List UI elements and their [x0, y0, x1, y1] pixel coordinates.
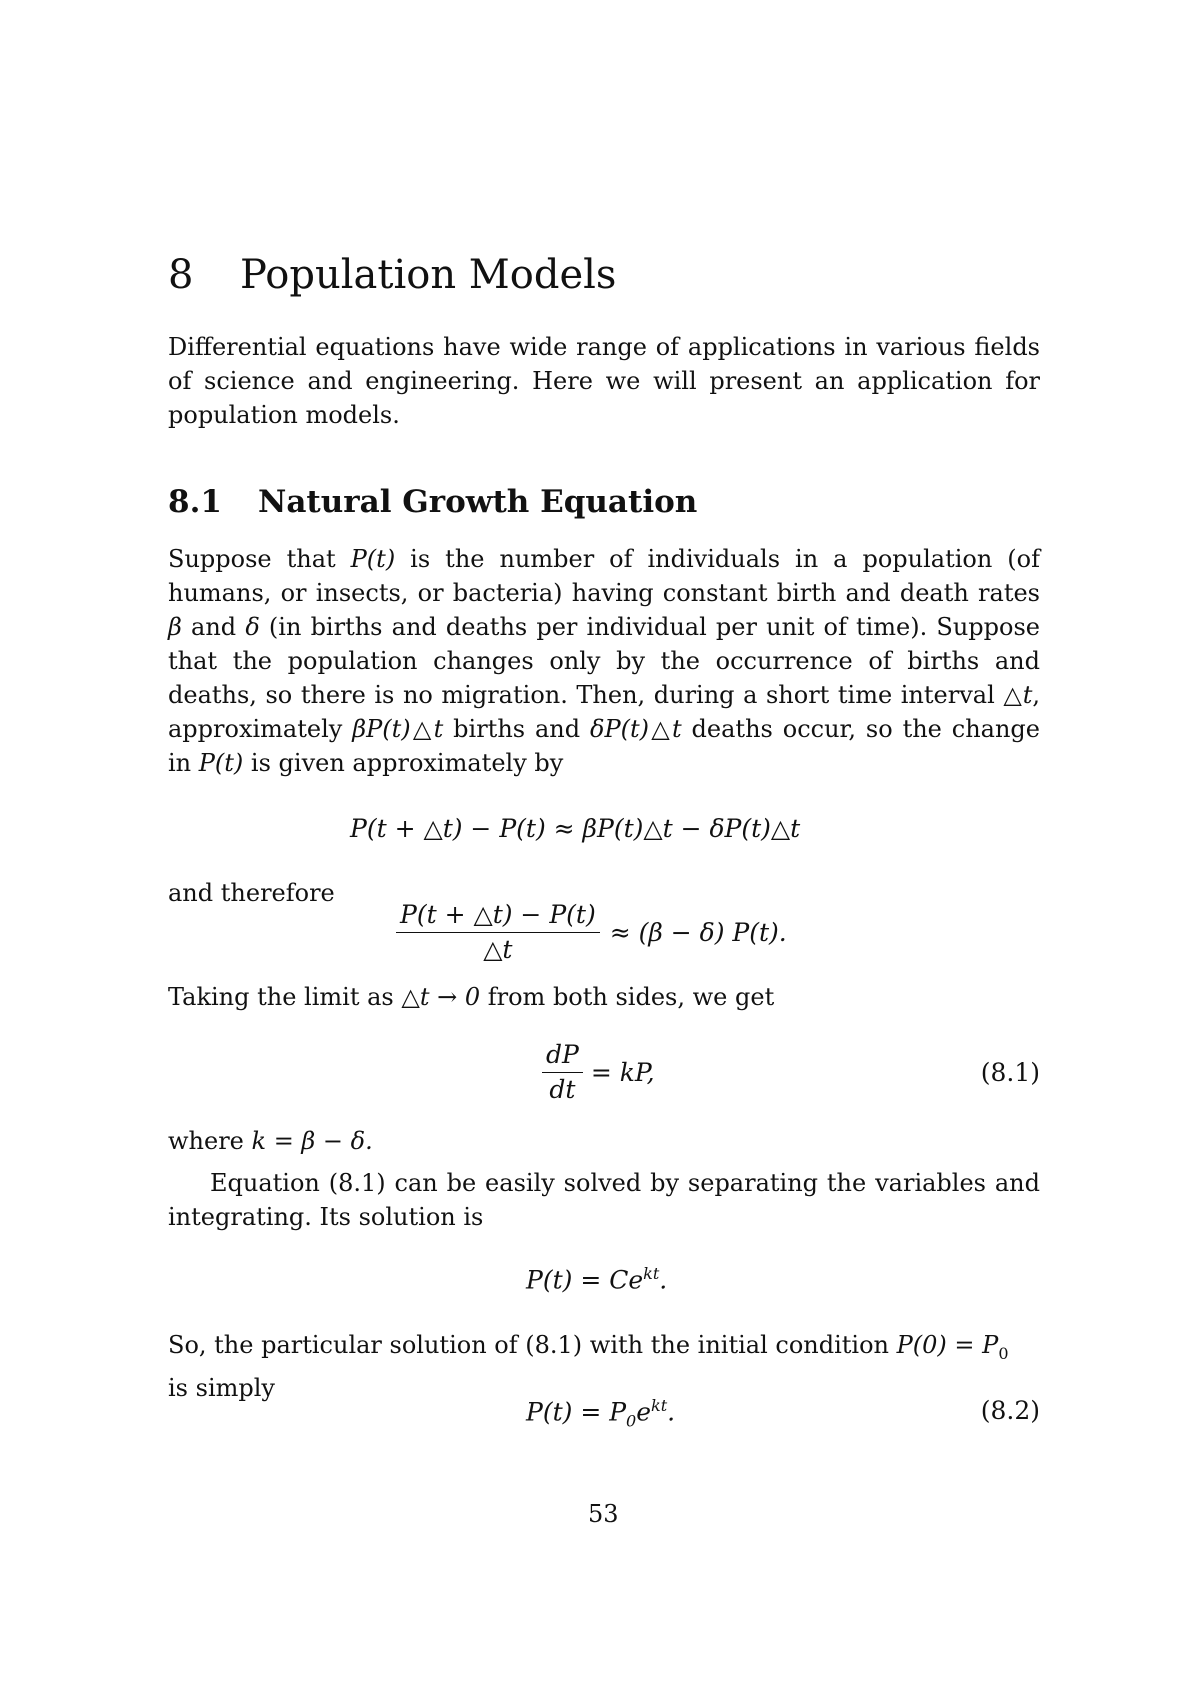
page-number: 53 — [588, 1500, 619, 1528]
chapter-title-text: Population Models — [240, 252, 617, 298]
equation-label-8-2: (8.2) — [980, 1396, 1040, 1425]
equation-8-2: $P(t) = P_0e^{kt}$. — [526, 1396, 676, 1431]
chapter-title — [168, 252, 616, 298]
section-number: 8.1 — [168, 484, 222, 520]
equation-difference: P(t + △t) − P(t) ≈ βP(t)△t − δP(t)△t — [350, 814, 801, 843]
fraction-dp-dt: $\frac{dP}{dt}$ — [542, 1038, 583, 1107]
intro-paragraph: Differential equations have wide range of applications in various fields of science and engineering. Here we will present an application for population models. — [168, 333, 1040, 429]
growth-paragraph: Suppose that P(t) is the number of individuals in a population (of humans, or insects, or bacteria) having constant birth and death rates β and δ (in births and deaths per individual per unit of time). Suppose that the population changes only by the occurrence of births and deaths, so there is no migration. Then, during a short time interval △t, approximately βP(t)△t births and δP(t)△t deaths occur, so the change in P(t) is given approximately by — [168, 545, 1041, 777]
equation-general-solution: $P(t) = Ce^{kt}$. — [526, 1264, 668, 1295]
section-title — [168, 484, 697, 520]
equation-label-8-1: (8.1) — [980, 1058, 1040, 1087]
equation-paragraph: Equation (8.1) can be easily solved by separating the variables and integrating. Its solution is — [168, 1169, 1040, 1231]
equation-fraction: $\frac{P(t + \triangle t) - P(t)}{\triangle t}$ ≈ (β − δ) P(t). — [396, 898, 787, 967]
particular-solution-text: So, the particular solution of (8.1) with the initial condition $P(0) = P_0$ is simply — [168, 1331, 1009, 1402]
and-therefore-text: and therefore — [168, 879, 335, 907]
where-k-text: where k = β − δ. — [168, 1127, 373, 1155]
chapter-number: 8 — [168, 252, 194, 298]
equation-8-1: $\frac{dP}{dt}$ = kP, — [542, 1038, 655, 1107]
fraction: $\frac{P(t + \triangle t) - P(t)}{\triangle t}$ — [396, 898, 600, 967]
section-title-text: Natural Growth Equation — [258, 484, 698, 520]
limit-sentence: Taking the limit as △t → 0 from both sides, we get — [168, 983, 775, 1011]
document-page — [168, 0, 1040, 1696]
